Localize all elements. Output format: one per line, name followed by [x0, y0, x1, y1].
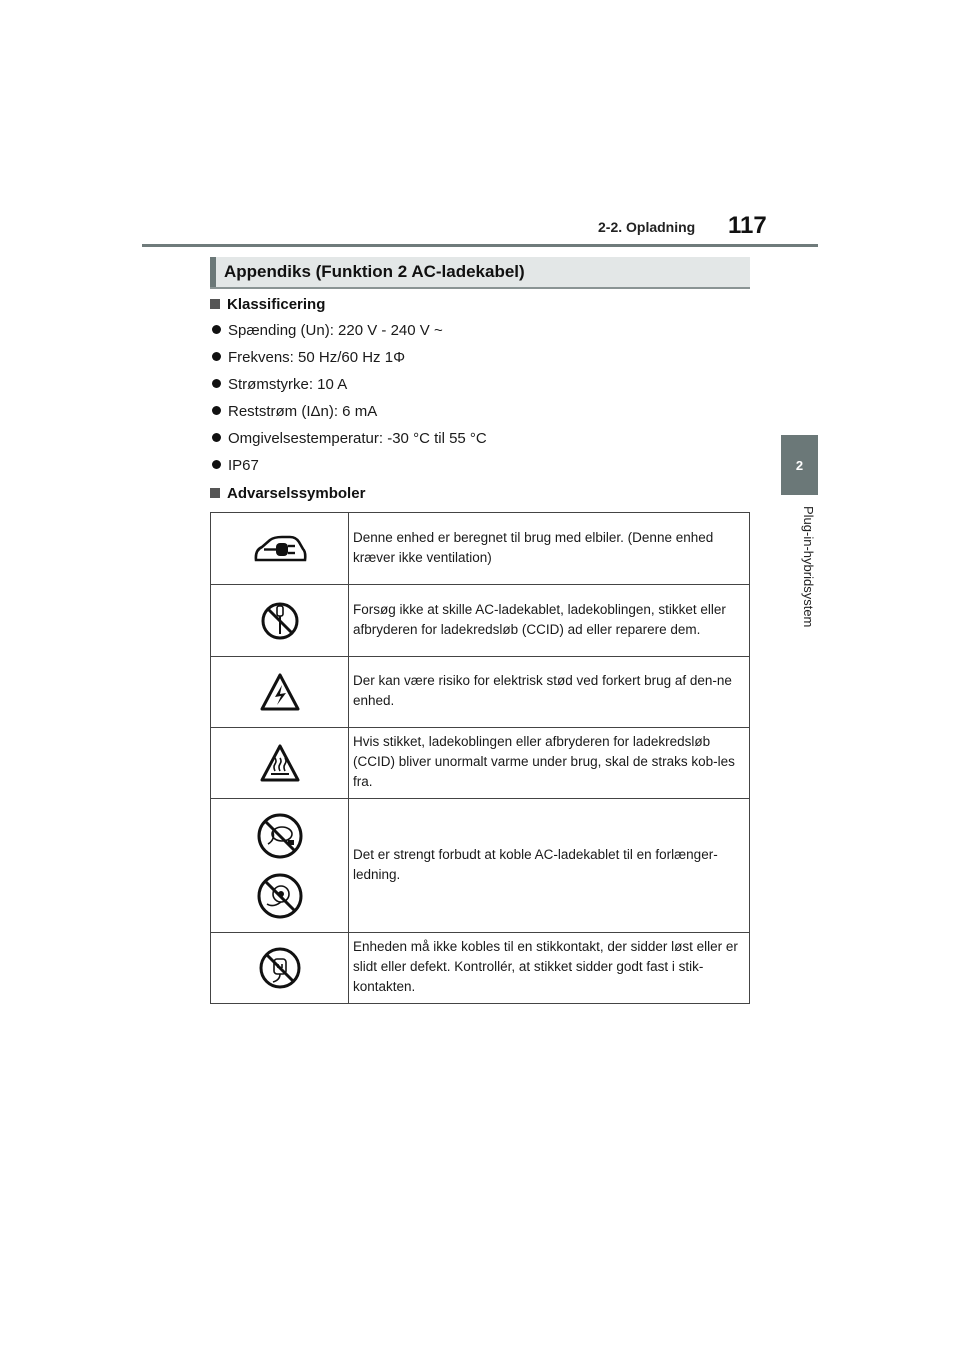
square-bullet-icon: [210, 299, 220, 309]
warnings-heading: [210, 485, 365, 502]
list-item: Strømstyrke: 10 A: [212, 376, 487, 403]
bullet-icon: [212, 406, 221, 415]
list-item: Omgivelsestemperatur: -30 °C til 55 °C: [212, 430, 487, 457]
classification-heading: [210, 296, 325, 313]
warning-text: Hvis stikket, ladekoblingen eller afbryderen for ladekredsløb (CCID) bliver unormalt varme under brug, skal de straks kob-les fra.: [349, 728, 750, 799]
no-disassemble-icon: [260, 601, 300, 641]
page-number: 117: [728, 212, 767, 239]
chapter-label: Plug-in-hybridsystem: [801, 506, 816, 628]
chapter-tab[interactable]: [781, 435, 818, 495]
list-item: Reststrøm (IΔn): 6 mA: [212, 403, 487, 430]
no-loose-socket-icon: [258, 946, 302, 990]
icon-cell: [211, 933, 349, 1004]
table-row: [211, 513, 750, 585]
hot-surface-warning-icon: [259, 743, 301, 783]
square-bullet-icon: [210, 488, 220, 498]
classification-list: [212, 322, 487, 484]
table-row: [211, 585, 750, 657]
bullet-icon: [212, 352, 221, 361]
electric-shock-warning-icon: [259, 672, 301, 712]
ev-car-plug-icon: [252, 532, 308, 566]
title-accent: [210, 257, 216, 287]
list-item: IP67: [212, 457, 487, 484]
section-title: 2-2. Opladning: [598, 219, 696, 235]
bullet-icon: [212, 379, 221, 388]
icon-cell: [211, 799, 349, 933]
warning-text: Det er strengt forbudt at koble AC-ladekablet til en forlænger-ledning.: [349, 799, 750, 933]
warning-text: Der kan være risiko for elektrisk stød ved forkert brug af den-ne enhed.: [349, 657, 750, 728]
bullet-icon: [212, 460, 221, 469]
table-row: [211, 933, 750, 1004]
icon-cell: [211, 728, 349, 799]
table-row: [211, 728, 750, 799]
bullet-icon: [212, 325, 221, 334]
warnings-heading-text: Advarselssymboler: [227, 485, 366, 502]
warning-text: Forsøg ikke at skille AC-ladekablet, ladekoblingen, stikket eller afbryderen for ladekredsløb (CCID) ad eller reparere dem.: [349, 585, 750, 657]
warning-text: Denne enhed er beregnet til brug med elbiler. (Denne enhed kræver ikke ventilation): [349, 513, 750, 585]
list-item: Frekvens: 50 Hz/60 Hz 1Φ: [212, 349, 487, 376]
page-title: Appendiks (Funktion 2 AC-ladekabel): [224, 262, 525, 281]
warning-symbols-table: [210, 512, 750, 1004]
header-rule: [142, 244, 818, 247]
table-row: [211, 657, 750, 728]
classification-heading-text: Klassificering: [227, 296, 326, 313]
bullet-icon: [212, 433, 221, 442]
list-item: Spænding (Un): 220 V - 240 V ~: [212, 322, 487, 349]
icon-cell: [211, 513, 349, 585]
warning-text: Enheden må ikke kobles til en stikkontakt, der sidder løst eller er slidt eller defekt. Kontrollér, at stikket sidder godt fast i stik-kontakten.: [349, 933, 750, 1004]
no-extension-cord-icon: [255, 810, 305, 922]
chapter-number: 2: [795, 457, 804, 473]
title-bar: [210, 257, 750, 289]
table-row: [211, 799, 750, 933]
icon-cell: [211, 585, 349, 657]
icon-cell: [211, 657, 349, 728]
